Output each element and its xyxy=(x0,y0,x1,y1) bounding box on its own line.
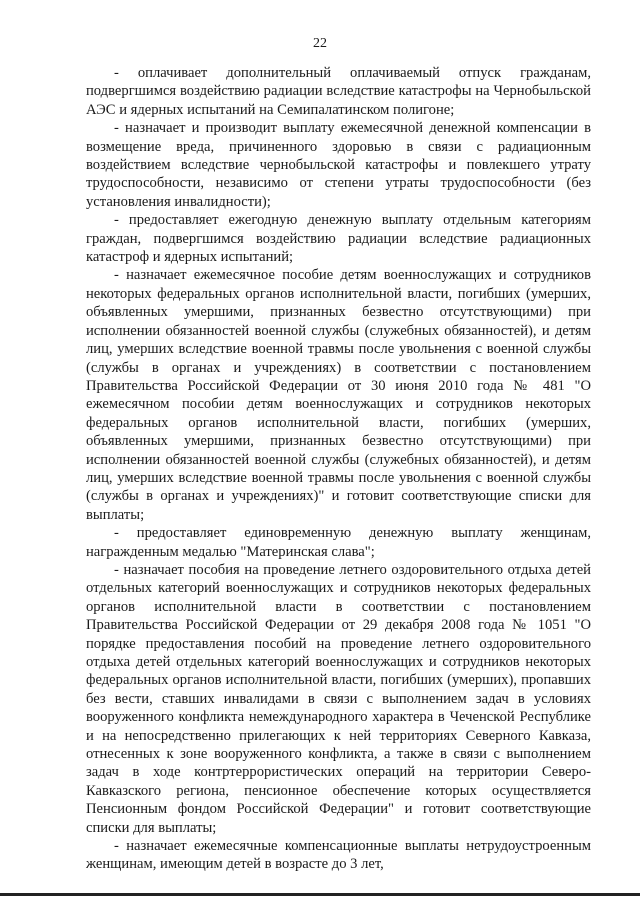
paragraph-unemployed-women-payments: - назначает ежемесячные компенсационные выплаты нетрудоустроенным женщинам, имеющим детей в возрасте до 3 лет, xyxy=(86,838,591,873)
paragraph-annual-payment: - предоставляет ежегодную денежную выплату отдельным категориям граждан, подвергшимся воздействию радиации вследствие радиационных катастроф и ядерных испытаний; xyxy=(86,212,591,266)
paragraph-maternal-glory-payment: - предоставляет единовременную денежную выплату женщинам, награжденным медалью "Материнская слава"; xyxy=(86,525,591,560)
scan-edge-divider xyxy=(0,893,640,896)
paragraph-monthly-compensation: - назначает и производит выплату ежемесячной денежной компенсации в возмещение вреда, причиненного здоровью в связи с радиационным воздействием вследствие чернобыльской катастрофы и повлекшего утрату трудоспособности, независимо от степени утраты трудоспособности (без установления инвалидности); xyxy=(86,120,591,210)
paragraph-summer-recreation-allowance: - назначает пособия на проведение летнего оздоровительного отдыха детей отдельных категорий военнослужащих и сотрудников некоторых федеральных органов исполнительной власти в соответствии с постановлением Правительства Российской Федерации от 29 декабря 2008 года № 1051 "О порядке предоставления пособий на проведение летнего оздоровительного отдыха детей отдельных категорий военнослужащих и сотрудников некоторых федеральных органов исполнительной власти, погибших (умерших), пропавших без вести, ставших инвалидами в связи с выполнением задач в условиях вооруженного конфликта немеждународного характера в Чеченской Республике и на непосредственно прилегающих к ней территориях Северного Кавказа, отнесенных к зоне вооруженного конфликта, а также в связи с выполнением задач в ходе контртеррористических операций на территории Северо-Кавказского региона, пенсионное обеспечение которых осуществляется Пенсионным фондом Российской Федерации" и готовит соответствующие списки для выплаты; xyxy=(86,561,591,836)
paragraph-children-allowance: - назначает ежемесячное пособие детям военнослужащих и сотрудников некоторых федеральных органов исполнительной власти, погибших (умерших, объявленных умершими, признанных безвестно отсутствующими) при исполнении обязанностей военной службы (служебных обязанностей), и детям лиц, умерших вследствие военной травмы после увольнения с военной службы (службы в органах и учреждениях) в соответствии с постановлением Правительства Российской Федерации от 30 июня 2010 года № 481 "О ежемесячном пособии детям военнослужащих и сотрудников некоторых федеральных органов исполнительной власти, погибших (умерших, объявленных умершими, признанных безвестно отсутствующими) при исполнении обязанностей военной службы (служебных обязанностей), и детям лиц, умерших вследствие военной травмы после увольнения с военной службы (службы в органах и учреждениях)" и готовит соответствующие списки для выплаты; xyxy=(86,267,591,523)
paragraph-additional-leave: - оплачивает дополнительный оплачиваемый отпуск гражданам, подвергшимся воздействию радиации вследствие катастрофы на Чернобыльской АЭС и ядерных испытаний на Семипалатинском полигоне; xyxy=(86,65,591,118)
document-body xyxy=(86,64,591,874)
page-number: 22 xyxy=(313,36,327,51)
